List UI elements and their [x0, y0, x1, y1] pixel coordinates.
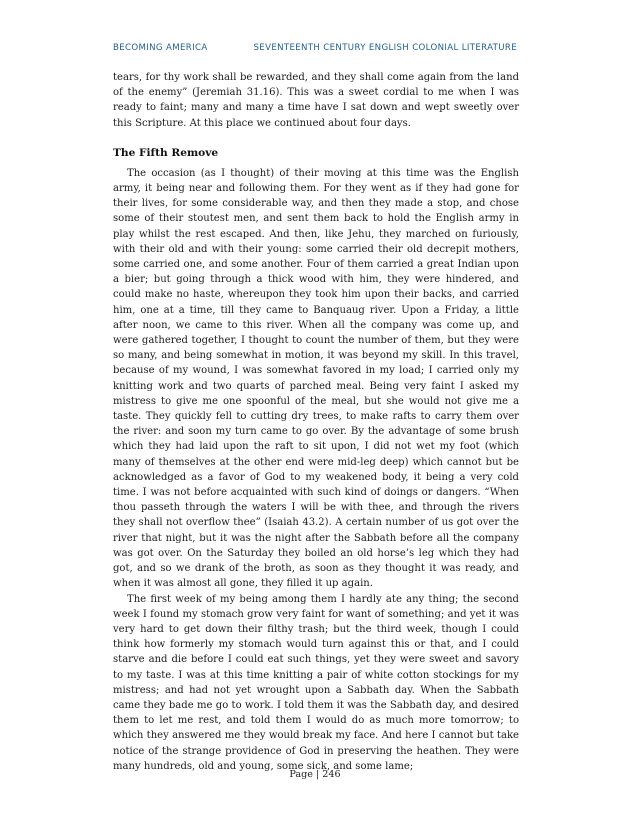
header-book-title: BECOMING AMERICA — [113, 43, 208, 53]
page-body — [113, 70, 519, 774]
header-section-title: SEVENTEENTH CENTURY ENGLISH COLONIAL LITERATURE — [253, 43, 517, 53]
body-paragraph: The first week of my being among them I hardly ate any thing; the second week I found my stomach grow very faint for want of something; and yet it was very hard to get down their filthy trash; but the third week, though I could think how formerly my stomach would turn against this or that, and I could starve and die before I could eat such things, yet they were sweet and savory to my taste. I was at this time knitting a pair of white cotton stockings for my mistress; and had not yet wrought upon a Sabbath day. When the Sabbath came they bade me go to work. I told them it was the Sabbath day, and desired them to let me rest, and told them I would do as much more tomorrow; to which they answered me they would break my face. And here I cannot but take notice of the strange providence of God in preserving the heathen. They were many hundreds, old and young, some sick, and some lame; — [113, 593, 519, 772]
page-number: Page | 246 — [289, 769, 341, 780]
running-header — [113, 40, 517, 56]
body-paragraph: The occasion (as I thought) of their moving at this time was the English army, it being near and following them. For they went as if they had gone for their lives, for some considerable way, and then they made a stop, and chose some of their stoutest men, and sent them back to hold the English army in play whilst the rest escaped. And then, like Jehu, they marched on furiously, with their old and with their young: some carried their old decrepit mothers, some carried one, and some another. Four of them carried a great Indian upon a bier; but going through a thick wood with him, they were hindered, and could make no haste, whereupon they took him upon their backs, and carried him, one at a time, till they came to Banquaug river. Upon a Friday, a little after noon, we came to this river. When all the company was come up, and were gathered together, I thought to count the number of them, but they were so many, and being somewhat in motion, it was beyond my skill. In this travel, because of my wound, I was somewhat favored in my load; I carried only my knitting work and two quarts of parched meal. Being very faint I asked my mistress to give me one spoonful of the meal, but she would not give me a taste. They quickly fell to cutting dry trees, to make rafts to carry them over the river: and soon my turn came to go over. By the advantage of some brush which they had laid upon the raft to sit upon, I did not wet my foot (which many of themselves at the other end were mid-leg deep) which cannot but be acknowledged as a favor of God to my weakened body, it being a very cold time. I was not before acquainted with such kind of doings or dangers. “When thou passeth through the waters I will be with thee, and through the rivers they shall not overflow thee” (Isaiah 43.2). A certain number of us got over the river that night, but it was the night after the Sabbath before all the company was got over. On the Saturday they boiled an old horse’s leg which they had got, and so we drank of the broth, as soon as they thought it was ready, and when it was almost all gone, they filled it up again. — [113, 167, 519, 590]
body-paragraph-continued: tears, for thy work shall be rewarded, and they shall come again from the land of the enemy” (Jeremiah 31.16). This was a sweet cordial to me when I was ready to faint; many and many a time have I sat down and wept sweetly over this Scripture. At this place we continued about four days. — [113, 72, 519, 129]
section-heading: The Fifth Remove — [113, 146, 219, 159]
